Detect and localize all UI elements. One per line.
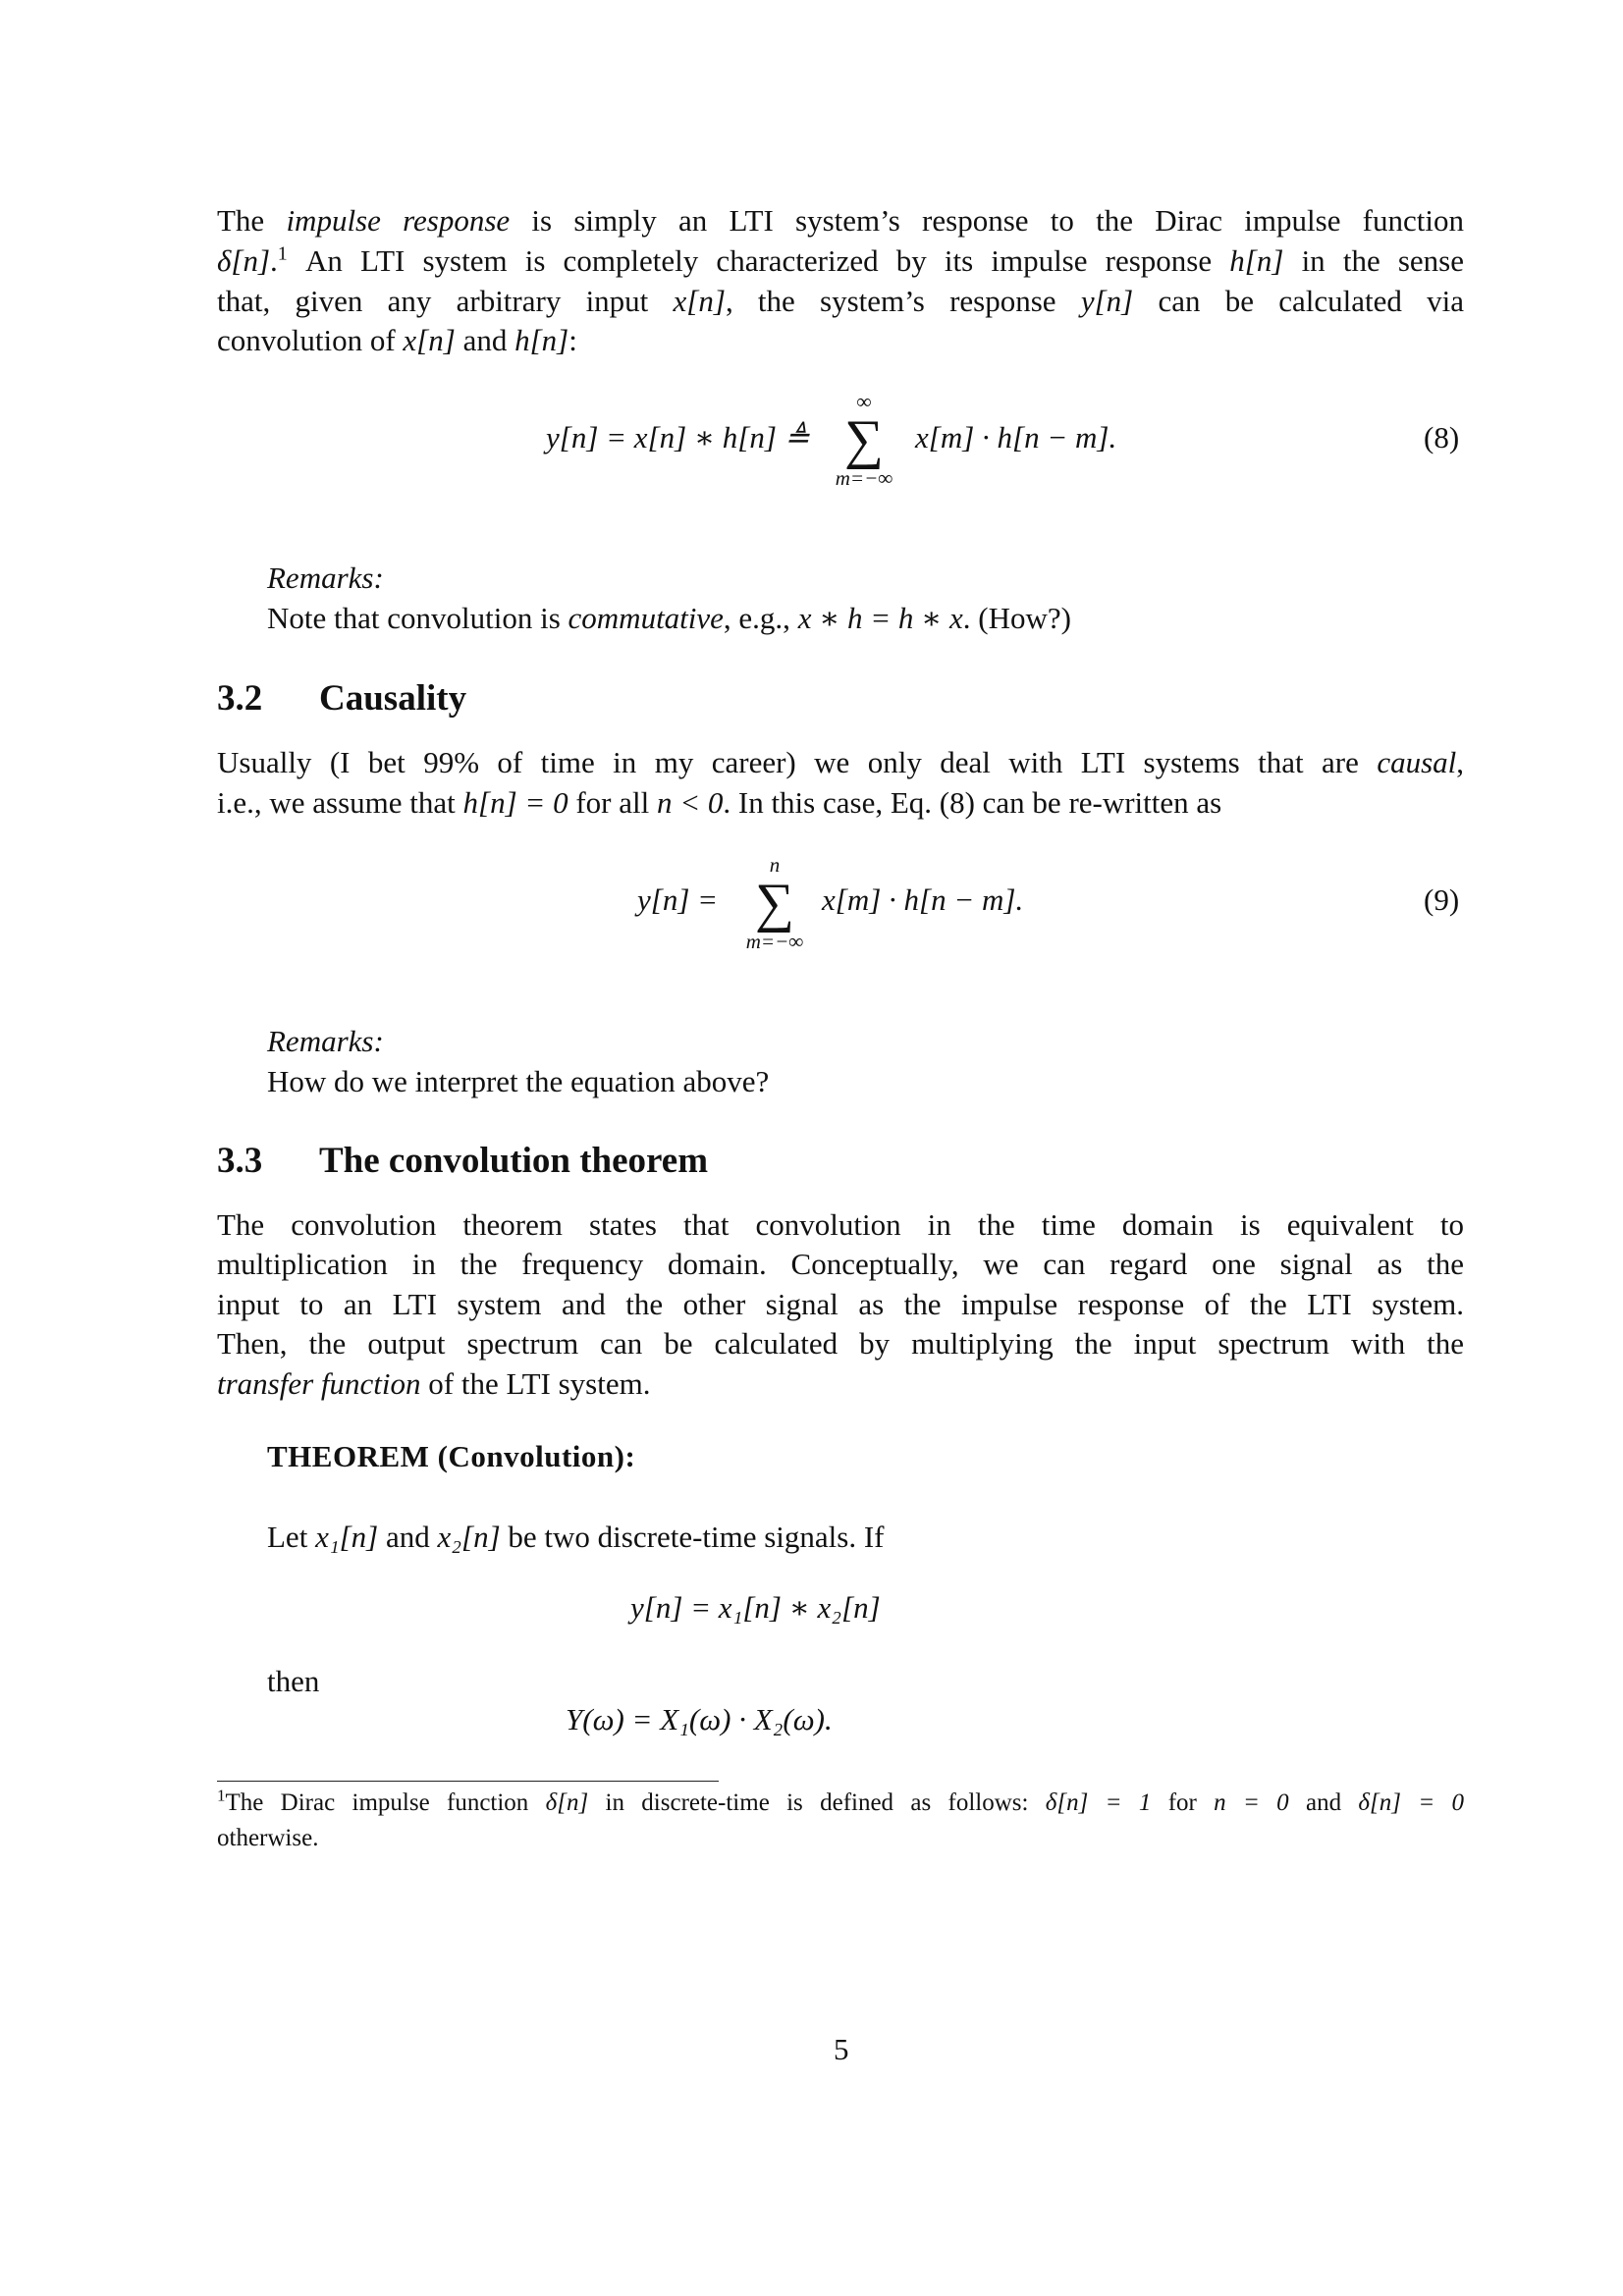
text-run: and <box>1288 1789 1359 1816</box>
section-title: The convolution theorem <box>319 1141 709 1181</box>
footnote-line-2: otherwise. <box>217 1825 319 1851</box>
remarks-title: Remarks: <box>267 561 384 595</box>
section-title: Causality <box>319 678 467 719</box>
emphasis-text: impulse response <box>286 203 511 238</box>
text-run: An LTI system is completely characterized by its impulse response <box>287 243 1230 278</box>
footnote-mark: 1 <box>217 1786 226 1805</box>
sigma-symbol: ∑ <box>844 409 884 470</box>
text-run: The convolution theorem states that convolution in the time domain is equivalent to <box>217 1207 1464 1242</box>
theorem-para-line-1 <box>217 1206 1464 1244</box>
section-heading-3-2 <box>217 677 466 721</box>
text-run: and <box>378 1520 438 1554</box>
text-run: The Dirac impulse function <box>225 1789 546 1816</box>
text-run: in the sense <box>1283 243 1464 278</box>
footnote-rule <box>217 1781 719 1782</box>
section-number: 3.3 <box>217 1141 263 1181</box>
page-number: 5 <box>834 2032 849 2066</box>
theorem-let-line <box>267 1519 1464 1556</box>
eq8-upper-limit: ∞ <box>856 390 872 413</box>
text-run: . (How?) <box>962 601 1071 635</box>
text-run: that, given any arbitrary input <box>217 284 674 318</box>
text-run: Let <box>267 1520 316 1554</box>
math-inline: x[n] <box>403 323 456 357</box>
text-run: : <box>568 323 577 357</box>
text-run: . <box>270 243 278 278</box>
text-run: Usually (I bet 99% of time in my career) we only deal with LTI systems that are <box>217 745 1378 779</box>
theorem-title: THEOREM (Convolution): <box>267 1439 636 1473</box>
text-run: The <box>217 203 287 238</box>
text-run: for all <box>568 785 657 820</box>
theorem-eq-then: Y(ω) = X₁(ω) · X₂(ω). <box>566 1702 833 1736</box>
text-run: How do we interpret the equation above? <box>267 1064 770 1098</box>
math-inline: n = 0 <box>1214 1789 1289 1816</box>
math-inline: x₁[n] <box>315 1520 379 1554</box>
eq8-summation <box>820 391 908 489</box>
eq9-label: (9) <box>1424 882 1460 917</box>
text-run: can be calculated via <box>1133 284 1464 318</box>
math-inline: n < 0 <box>656 785 724 820</box>
text-run: , e.g., <box>723 601 798 635</box>
theorem-para-line-2 <box>217 1246 1464 1283</box>
intro-line-2 <box>217 242 1464 280</box>
math-inline: h[n] <box>514 323 569 357</box>
eq8-lower-limit: m=−∞ <box>835 466 893 490</box>
text-run: in discrete-time is defined as follows: <box>588 1789 1046 1816</box>
eq8-lhs: y[n] = x[n] ∗ h[n] ≜ <box>546 420 810 454</box>
eq9-lhs: y[n] = <box>637 882 719 917</box>
math-inline: δ[n] = 0 <box>1358 1789 1465 1816</box>
text-run: i.e., we assume that <box>217 785 463 820</box>
emphasis-text: causal <box>1377 745 1457 779</box>
theorem-then: then <box>267 1664 320 1698</box>
text-run: . In this case, Eq. (8) can be re-written as <box>723 785 1222 820</box>
math-inline: x[n] <box>673 284 726 318</box>
theorem-para-line-5 <box>217 1365 1464 1403</box>
text-run: Note that convolution is <box>267 601 568 635</box>
math-inline: x₂[n] <box>437 1520 501 1554</box>
section-number: 3.2 <box>217 678 263 719</box>
emphasis-text: transfer function <box>217 1366 421 1401</box>
intro-line-3 <box>217 283 1464 320</box>
text-run: convolution of <box>217 323 404 357</box>
eq9-upper-limit: n <box>769 853 781 877</box>
eq9-rhs: x[m] · h[n − m]. <box>822 882 1024 917</box>
math-inline: h[n] <box>1229 243 1284 278</box>
text-run: multiplication in the frequency domain. Conceptually, we can regard one signal as the <box>217 1247 1464 1281</box>
text-run: be two discrete-time signals. If <box>500 1520 885 1554</box>
remarks-text <box>267 1063 1464 1100</box>
remarks-title: Remarks: <box>267 1024 384 1058</box>
remarks-text <box>267 600 1464 637</box>
text-run: is simply an LTI system’s response to the Dirac impulse function <box>510 203 1464 238</box>
text-run: , the system’s response <box>725 284 1081 318</box>
intro-line-4 <box>217 322 1464 359</box>
math-inline: δ[n] <box>217 243 271 278</box>
theorem-para-line-3 <box>217 1286 1464 1323</box>
eq8-rhs: x[m] · h[n − m]. <box>915 420 1117 454</box>
math-inline: δ[n] = 1 <box>1045 1789 1152 1816</box>
eq9-lower-limit: m=−∞ <box>745 930 804 953</box>
text-run: input to an LTI system and the other signal as the impulse response of the LTI system. <box>217 1287 1464 1321</box>
intro-line-1 <box>217 202 1464 240</box>
eq8-label: (8) <box>1424 420 1460 454</box>
text-run: Then, the output spectrum can be calculated by multiplying the input spectrum with the <box>217 1326 1464 1361</box>
text-run: for <box>1151 1789 1215 1816</box>
theorem-para-line-4 <box>217 1325 1464 1362</box>
text-run: , <box>1456 745 1464 779</box>
text-run: of the LTI system. <box>420 1366 651 1401</box>
causality-line-1 <box>217 744 1464 781</box>
emphasis-text: commutative <box>568 601 724 635</box>
footnote-text <box>226 1789 1465 1816</box>
section-heading-3-3 <box>217 1140 708 1183</box>
eq9-summation <box>730 854 819 952</box>
theorem-eq-if: y[n] = x₁[n] ∗ x₂[n] <box>630 1590 881 1625</box>
footnote-ref: 1 <box>277 242 288 265</box>
math-inline: y[n] <box>1080 284 1134 318</box>
math-inline: h[n] = 0 <box>462 785 568 820</box>
causality-line-2 <box>217 784 1464 822</box>
math-inline: δ[n] <box>545 1789 589 1816</box>
math-inline: x ∗ h = h ∗ x <box>797 601 963 635</box>
footnote-line-1 <box>217 1786 1465 1818</box>
sigma-symbol: ∑ <box>755 873 794 934</box>
text-run: and <box>455 323 515 357</box>
